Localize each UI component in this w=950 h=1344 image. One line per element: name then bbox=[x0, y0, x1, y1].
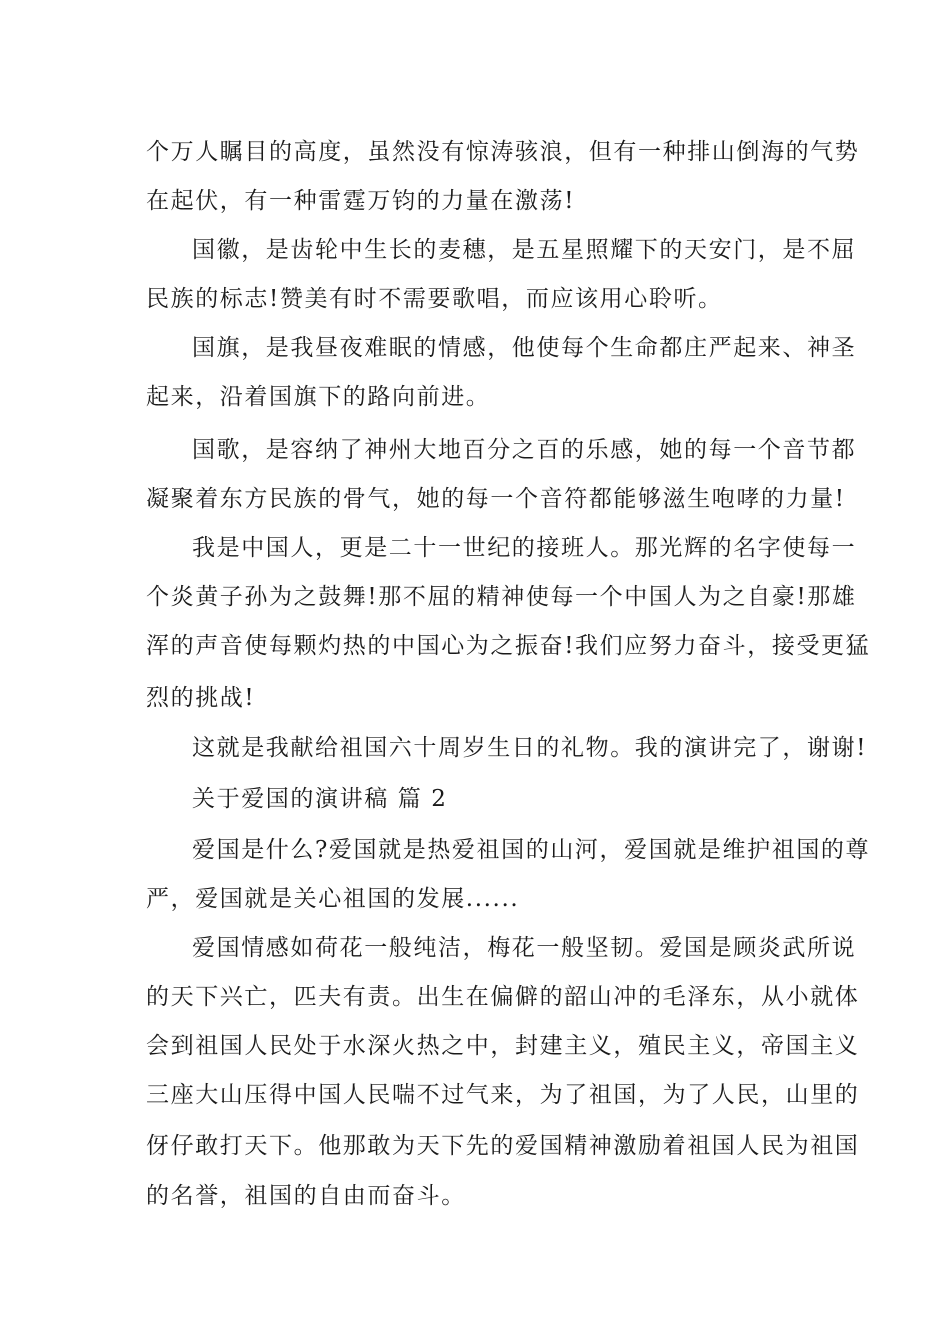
paragraph-start-line: 我是中国人，更是二十一世纪的接班人。那光辉的名字使每一 bbox=[192, 535, 857, 561]
text-line: 烈的挑战! bbox=[146, 685, 256, 711]
text-line: 凝聚着东方民族的骨气，她的每一个音符都能够滋生咆哮的力量! bbox=[146, 486, 846, 512]
paragraph-start-line: 爱国情感如荷花一般纯洁，梅花一般坚韧。爱国是顾炎武所说 bbox=[192, 935, 857, 961]
text-line: 伢仔敢打天下。他那敢为天下先的爱国精神激励着祖国人民为祖国 bbox=[146, 1133, 860, 1159]
text-line: 浑的声音使每颗灼热的中国心为之振奋!我们应努力奋斗，接受更猛 bbox=[146, 633, 871, 659]
text-line: 起来，沿着国旗下的路向前进。 bbox=[146, 384, 491, 410]
text-line: 个万人瞩目的高度，虽然没有惊涛骇浪，但有一种排山倒海的气势 bbox=[146, 139, 860, 165]
text-line: 会到祖国人民处于水深火热之中，封建主义，殖民主义，帝国主义 bbox=[146, 1033, 860, 1059]
text-line: 的名誉，祖国的自由而奋斗。 bbox=[146, 1183, 466, 1209]
text-line: 严，爱国就是关心祖国的发展...... bbox=[146, 886, 520, 912]
paragraph-start-line: 爱国是什么?爱国就是热爱祖国的山河，爱国就是维护祖国的尊 bbox=[192, 837, 871, 863]
text-line: 个炎黄子孙为之鼓舞!那不屈的精神使每一个中国人为之自豪!那雄 bbox=[146, 584, 857, 610]
paragraph-start-line: 国徽，是齿轮中生长的麦穗，是五星照耀下的天安门，是不屈 bbox=[192, 237, 857, 263]
text-line: 民族的标志!赞美有时不需要歌唱，而应该用心聆听。 bbox=[146, 286, 723, 312]
paragraph-start-line: 这就是我献给祖国六十周岁生日的礼物。我的演讲完了，谢谢! bbox=[192, 735, 868, 761]
text-line: 三座大山压得中国人民喘不过气来，为了祖国，为了人民，山里的 bbox=[146, 1082, 860, 1108]
section-heading: 关于爱国的演讲稿 篇 2 bbox=[192, 786, 448, 812]
paragraph-start-line: 国旗，是我昼夜难眠的情感，他使每个生命都庄严起来、神圣 bbox=[192, 335, 857, 361]
paragraph-start-line: 国歌，是容纳了神州大地百分之百的乐感，她的每一个音节都 bbox=[192, 437, 857, 463]
text-line: 在起伏，有一种雷霆万钧的力量在激荡! bbox=[146, 188, 576, 214]
text-line: 的天下兴亡，匹夫有责。出生在偏僻的韶山冲的毛泽东，从小就体 bbox=[146, 984, 860, 1010]
